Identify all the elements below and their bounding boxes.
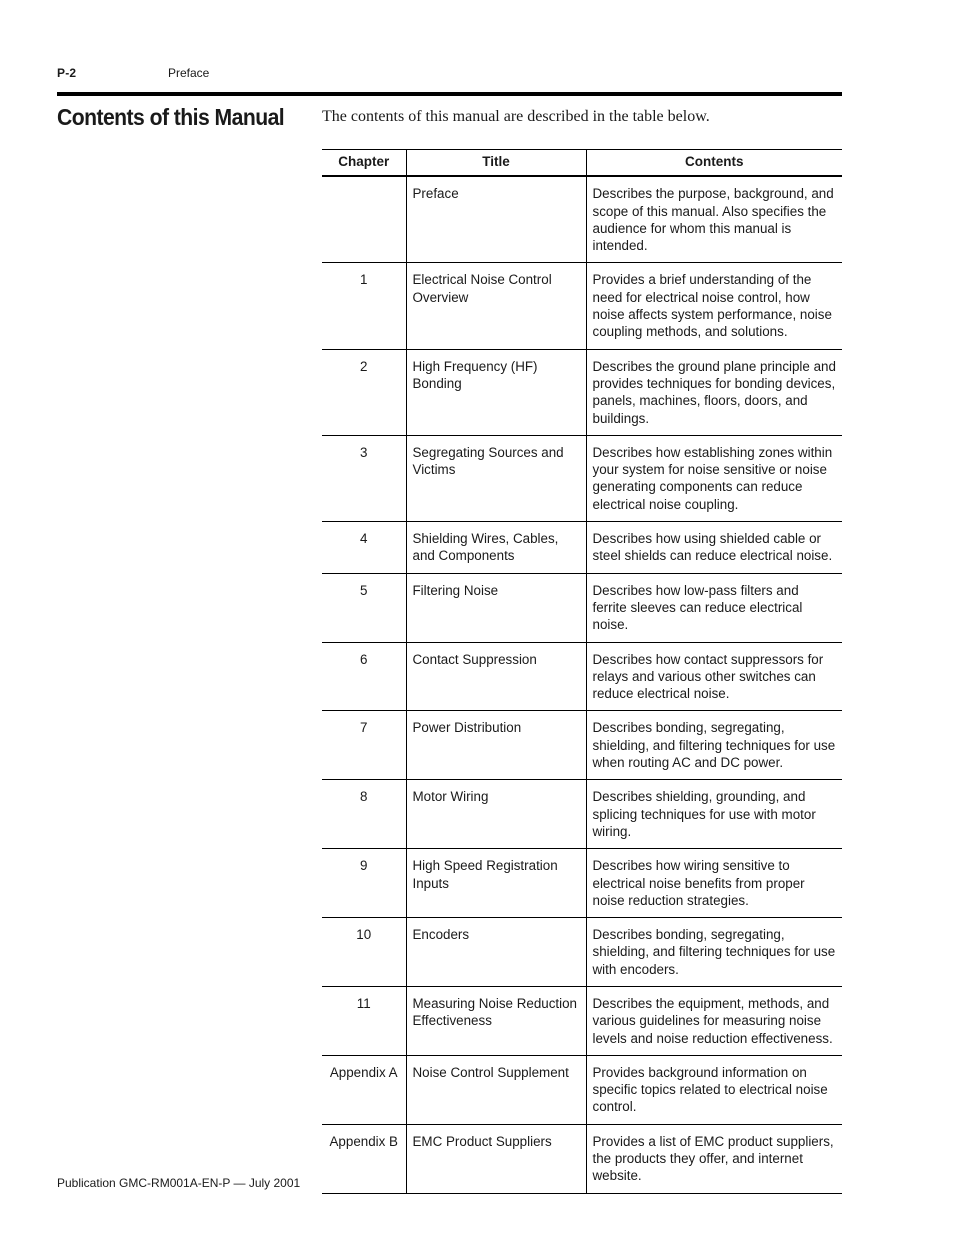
- title-cell: High Frequency (HF) Bonding: [406, 349, 586, 435]
- chapter-cell: 6: [322, 642, 406, 711]
- title-cell: Encoders: [406, 918, 586, 987]
- publication-footer: Publication GMC-RM001A-EN-P — July 2001: [57, 1176, 301, 1190]
- chapter-cell: 4: [322, 522, 406, 574]
- title-cell: Motor Wiring: [406, 780, 586, 849]
- chapter-cell: 11: [322, 986, 406, 1055]
- table-row: [322, 986, 842, 1055]
- title-cell: Segregating Sources and Victims: [406, 435, 586, 521]
- contents-cell: Describes how establishing zones within your system for noise sensitive or noise generating components can reduce electrical noise coupling.: [586, 435, 842, 521]
- contents-cell: Provides a list of EMC product suppliers, the products they offer, and internet website.: [586, 1124, 842, 1193]
- chapter-cell: 7: [322, 711, 406, 780]
- title-cell: Measuring Noise Reduction Effectiveness: [406, 986, 586, 1055]
- contents-cell: Describes how low-pass filters and ferrite sleeves can reduce electrical noise.: [586, 573, 842, 642]
- intro-paragraph: The contents of this manual are described in the table below.: [322, 108, 710, 125]
- column-header-contents: Contents: [586, 150, 842, 177]
- table-row: [322, 435, 842, 521]
- section-title: Contents of this Manual: [57, 104, 285, 130]
- chapter-cell: 3: [322, 435, 406, 521]
- table-row: [322, 642, 842, 711]
- title-cell: Filtering Noise: [406, 573, 586, 642]
- contents-cell: Describes how using shielded cable or steel shields can reduce electrical noise.: [586, 522, 842, 574]
- table-row: [322, 349, 842, 435]
- title-cell: Preface: [406, 176, 586, 263]
- table-row: [322, 573, 842, 642]
- title-cell: Electrical Noise Control Overview: [406, 263, 586, 349]
- contents-cell: Describes the ground plane principle and provides techniques for bonding devices, panels, machines, floors, doors, and buildings.: [586, 349, 842, 435]
- running-head: Preface: [168, 66, 210, 80]
- table-row: [322, 849, 842, 918]
- chapter-cell: Appendix B: [322, 1124, 406, 1193]
- table-row: [322, 263, 842, 349]
- contents-cell: Describes the equipment, methods, and various guidelines for measuring noise levels and noise reduction effectiveness.: [586, 986, 842, 1055]
- chapter-cell: Appendix A: [322, 1055, 406, 1124]
- title-cell: Contact Suppression: [406, 642, 586, 711]
- contents-cell: Describes how contact suppressors for relays and various other switches can reduce electrical noise.: [586, 642, 842, 711]
- page-header: [57, 66, 842, 96]
- chapter-cell: 5: [322, 573, 406, 642]
- title-cell: High Speed Registration Inputs: [406, 849, 586, 918]
- contents-cell: Describes bonding, segregating, shielding, and filtering techniques for use with encoders.: [586, 918, 842, 987]
- page-number: P-2: [57, 66, 77, 80]
- contents-cell: Describes the purpose, background, and scope of this manual. Also specifies the audience for whom this manual is intended.: [586, 176, 842, 263]
- title-cell: Power Distribution: [406, 711, 586, 780]
- contents-cell: Describes how wiring sensitive to electrical noise benefits from proper noise reduction strategies.: [586, 849, 842, 918]
- table-row: [322, 780, 842, 849]
- table-row: [322, 1055, 842, 1124]
- title-cell: EMC Product Suppliers: [406, 1124, 586, 1193]
- chapter-cell: 9: [322, 849, 406, 918]
- column-header-title: Title: [406, 150, 586, 177]
- table-header-row: [322, 150, 842, 177]
- table-row: [322, 711, 842, 780]
- chapter-cell: 2: [322, 349, 406, 435]
- chapter-cell: 1: [322, 263, 406, 349]
- table-row: [322, 176, 842, 263]
- table-body: [322, 176, 842, 1193]
- contents-cell: Provides a brief understanding of the need for electrical noise control, how noise affects system performance, noise coupling methods, and solutions.: [586, 263, 842, 349]
- title-cell: Noise Control Supplement: [406, 1055, 586, 1124]
- column-header-chapter: Chapter: [322, 150, 406, 177]
- contents-table: [322, 149, 842, 1194]
- chapter-cell: [322, 176, 406, 263]
- table-row: [322, 918, 842, 987]
- title-cell: Shielding Wires, Cables, and Components: [406, 522, 586, 574]
- chapter-cell: 10: [322, 918, 406, 987]
- contents-cell: Describes bonding, segregating, shielding, and filtering techniques for use when routing AC and DC power.: [586, 711, 842, 780]
- contents-cell: Describes shielding, grounding, and splicing techniques for use with motor wiring.: [586, 780, 842, 849]
- chapter-cell: 8: [322, 780, 406, 849]
- table-row: [322, 522, 842, 574]
- table-row: [322, 1124, 842, 1193]
- contents-cell: Provides background information on specific topics related to electrical noise control.: [586, 1055, 842, 1124]
